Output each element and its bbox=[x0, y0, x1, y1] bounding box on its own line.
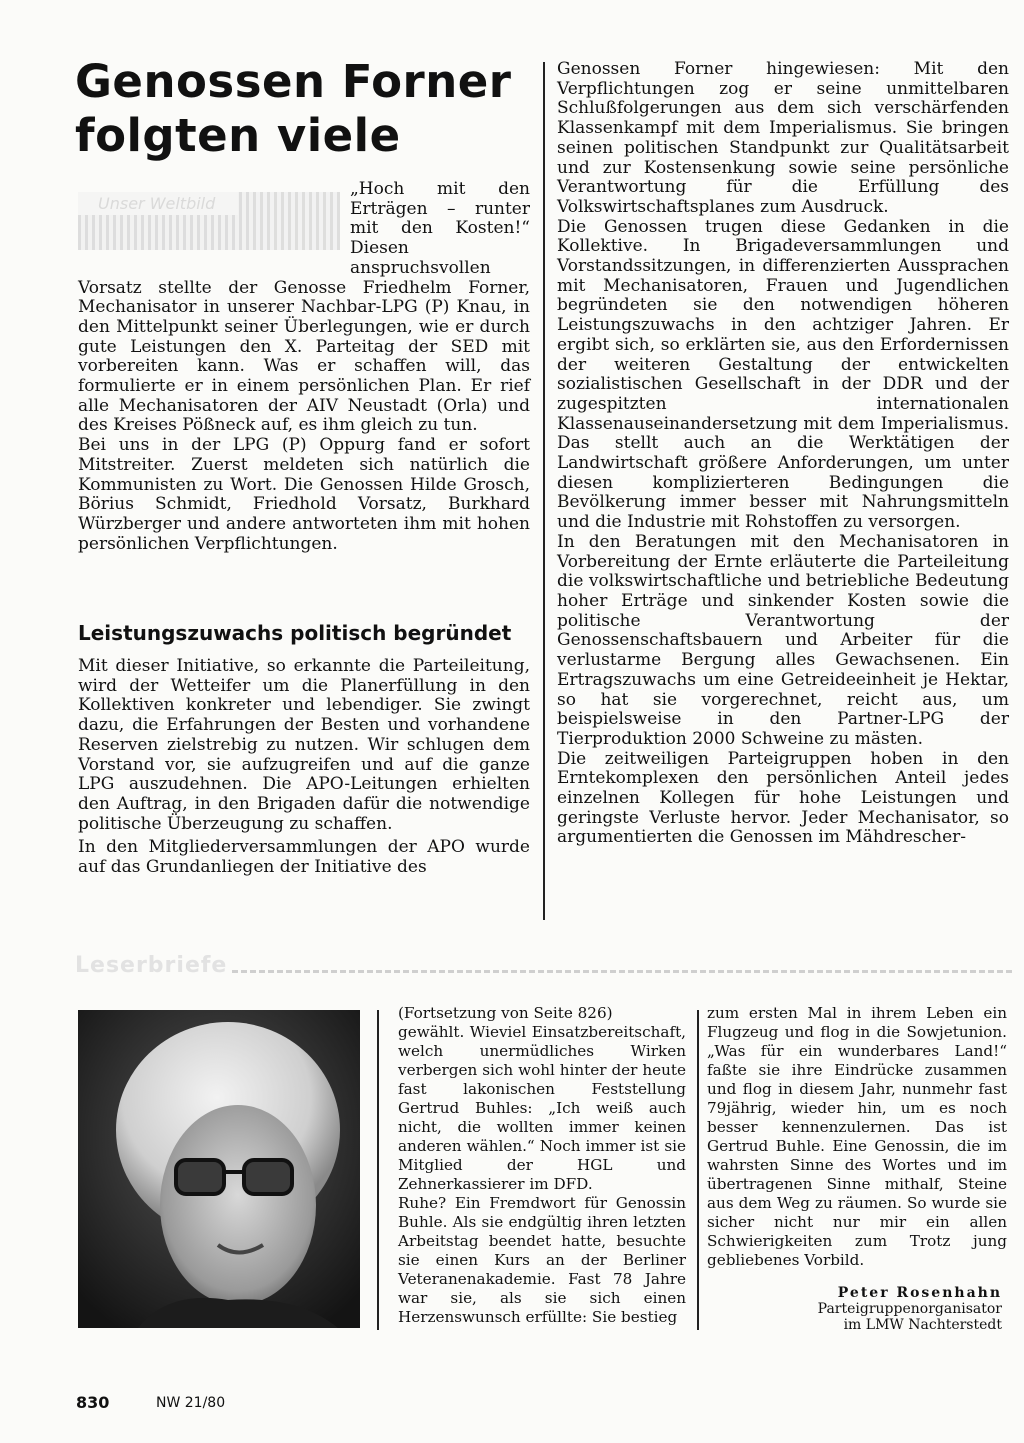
issue-label: NW 21/80 bbox=[156, 1395, 226, 1411]
letters-paragraph-1: gewählt. Wieviel Einsatzbereitschaft, welch unermüdliches Wirken verbergen sich wohl hinter der heute fast lakonischen Feststellung Gertrud Buhles: „Ich weiß auch nicht, die wollten immer keinen anderen wählen.“ Noch immer ist sie Mitglied der HGL und Zehnerkassierer im DFD. bbox=[398, 1023, 686, 1193]
letters-paragraph-3: zum ersten Mal in ihrem Leben ein Flugzeug und flog in die Sowjetunion. „Was für ein wunderbares Land!“ faßte sie ihre Eindrücke zusammen und flog in diesem Jahr, nunmehr fast 79jährig, wieder hin, um es noch besser kennenzulernen. Das ist Gertrud Buhle. Eine Genossin, die im wahrsten Sinne des Wortes und im übertragenen Sinne mithalf, Steine aus dem Weg zu räumen. So wurde sie sicher nicht nur mir ein allen Schwierigkeiten zum Trotz jung gebliebenes Vorbild. bbox=[707, 1004, 1007, 1269]
letter-signature bbox=[818, 1285, 1002, 1333]
letters-divider-2 bbox=[697, 1010, 699, 1330]
col2-paragraph-4: Die zeitweiligen Parteigruppen hoben in den Erntekomplexen den persönlichen Anteil jedes einzelnen Kollegen für hohe Leistungen und geringste Verluste hervor. Jeder Mechanisator, so argumentierten die Genossen im Mähdrescher- bbox=[557, 748, 1009, 848]
portrait-illustration bbox=[78, 1010, 360, 1328]
letters-divider-1 bbox=[377, 1010, 379, 1330]
page-number: 830 bbox=[76, 1393, 110, 1412]
letters-section-label: Leserbriefe bbox=[75, 953, 228, 978]
continuation-note: (Fortsetzung von Seite 826) bbox=[398, 1004, 613, 1022]
letters-col2 bbox=[707, 1004, 1007, 1270]
article-headline: Genossen Forner folgten viele bbox=[75, 55, 512, 162]
body-paragraph-2: In den Mitgliederversammlungen der APO wurde auf das Grundanliegen der Initiative des bbox=[78, 837, 530, 878]
article-subheading: Leistungszuwachs politisch begründet bbox=[78, 621, 512, 645]
letters-col1 bbox=[398, 1004, 686, 1327]
col2-paragraph-3: In den Beratungen mit den Mechanisatoren in Vorbereitung der Ernte erläuterte die Parteileitung die volkswirtschaftliche und betriebliche Bedeutung hoher Erträge und sinkender Kosten sowie die politische Verantwortung der Genossenschaftsbauern und Arbeiter für die verlustarme Bergung alles Gewachsenen. Ein Ertragszuwachs um eine Getreideeinheit je Hektar, so hat sie vorgerechnet, reicht aus, um beispielsweise in den Partner-LPG der Tierproduktion 2000 Schweine zu mästen. bbox=[557, 531, 1009, 749]
col2-paragraph-2: Die Genossen trugen diese Gedanken in die Kollektive. In Brigadeversammlungen und Vorstandssitzungen, in differenzierten Aussprachen mit Mechanisatoren, Frauen und Jugendlichen begründeten sie den notwendigen höheren Leistungszuwachs in den achtziger Jahren. Er ergibt sich, so erklärten sie, aus den Erfordernissen der weiteren Gestaltung der entwickelten sozialistischen Gesellschaft in der DDR und der zugespitzten internationalen Klassenauseinandersetzung mit dem Imperialismus. Das stellt auch an die Werktätigen der Landwirtschaft größere Anforderungen, um unter diesen komplizierteren Bedingungen die Bevölkerung immer besser mit Nahrungsmitteln und die Industrie mit Rohstoffen zu versorgen. bbox=[557, 216, 1009, 533]
letters-paragraph-2: Ruhe? Ein Fremdwort für Genossin Buhle. Als sie endgültig ihren letzten Arbeitstag beendet hatte, besuchte sie einen Kurs an der Berliner Veteranenakademie. Fast 78 Jahre war sie, als sie sich einen Herzenswunsch erfüllte: Sie bestieg bbox=[398, 1194, 686, 1326]
column-divider bbox=[543, 62, 545, 920]
body-paragraph-1: Mit dieser Initiative, so erkannte die Parteileitung, wird der Wetteifer um die Planerfüllung in den Kollektiven konkreter und lebendiger. Sie zwingt dazu, die Erfahrungen der Besten und vorhandene Reserven zielstrebig zu nutzen. Wir schlugen dem Vorstand vor, sie aufzugreifen und auf die ganze LPG auszudehnen. Die APO-Leitungen erhielten den Auftrag, in den Brigaden dafür die notwendige politische Überzeugung zu schaffen. bbox=[78, 656, 530, 834]
article-body-col1 bbox=[78, 657, 530, 878]
lead-paragraph-1: „Hoch mit den Erträgen – runter mit den Kosten!“ Diesen anspruchsvollen Vorsatz stellte der Genosse Friedhelm Forner, Mechanisator in unserer Nachbar-LPG (P) Knau, in den Mittelpunkt seiner Überlegungen, wie er durch gute Leistungen den X. Parteitag der SED mit vorbereiten kann. Was er schaffen will, das formulierte er in einem persönlichen Plan. Er rief alle Mechanisatoren der AIV Neustadt (Orla) und des Kreises Pößneck auf, es ihm gleich zu tun. bbox=[78, 179, 530, 436]
article-body-col2 bbox=[557, 60, 1009, 848]
kicker-spacer bbox=[78, 180, 350, 278]
portrait-photo bbox=[78, 1010, 360, 1328]
kicker-label: Unser Weltbild bbox=[78, 192, 238, 215]
author-role-2: im LMW Nachterstedt bbox=[843, 1317, 1002, 1333]
col2-paragraph-1: Genossen Forner hingewiesen: Mit den Verpflichtungen zog er seine unmittelbaren Schlußfolgerungen aus dem sich verschärfenden Klassenkampf mit dem Imperialismus. Sie bringen seinen politischen Standpunkt zur Qualitätsarbeit und zur Kostensenkung sowie seine persönliche Verantwortung für die Erfüllung des Volkswirtschaftsplanes zum Ausdruck. bbox=[557, 59, 1009, 217]
lead-paragraph-2: Bei uns in der LPG (P) Oppurg fand er sofort Mitstreiter. Zuerst meldeten sich natürlich die Kommunisten zu Wort. Die Genossen Hilde Grosch, Börius Schmidt, Friedhold Vorsatz, Burkhard Würzberger und andere antworteten ihm mit hohen persönlichen Verpflichtungen. bbox=[78, 435, 530, 554]
article-lead bbox=[78, 180, 530, 554]
letters-section-rule bbox=[232, 970, 1012, 973]
author-role-1: Parteigruppenorganisator bbox=[817, 1301, 1002, 1317]
author-name: Peter Rosenhahn bbox=[837, 1285, 1002, 1301]
